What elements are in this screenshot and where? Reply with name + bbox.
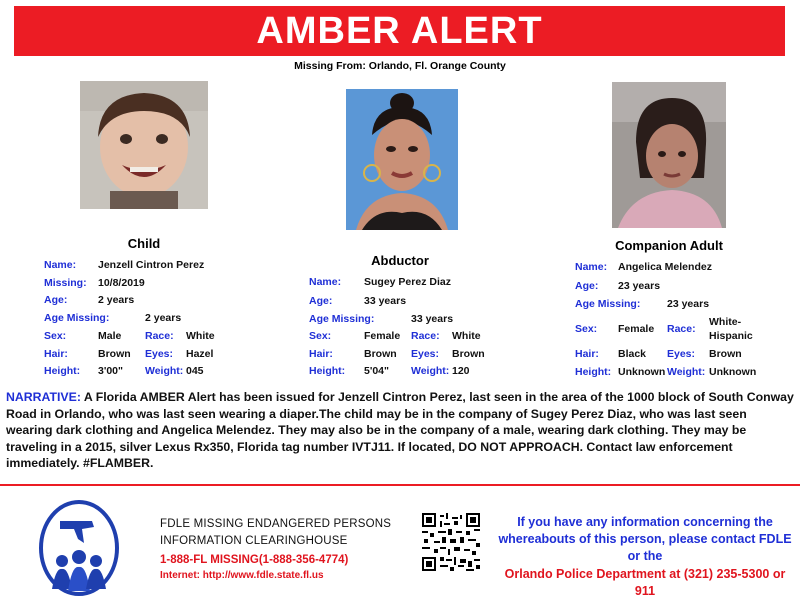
abductor-age: 33 years xyxy=(364,295,407,307)
companion-race-label: Race: xyxy=(667,323,696,335)
companion-hair-label: Hair: xyxy=(575,348,599,360)
footer-divider xyxy=(0,484,800,486)
companion-name: Angelica Melendez xyxy=(618,261,712,273)
abductor-height-label: Height: xyxy=(309,365,346,377)
child-weight: 045 xyxy=(186,365,204,377)
qr-code[interactable] xyxy=(422,513,480,571)
companion-race-line2: Hispanic xyxy=(709,330,753,342)
child-missing-date: 10/8/2019 xyxy=(98,277,145,289)
companion-name-label: Name: xyxy=(575,261,608,273)
companion-age-missing: 23 years xyxy=(667,298,710,310)
companion-weight-label: Weight: xyxy=(667,366,706,378)
abductor-race: White xyxy=(452,330,481,342)
abductor-photo xyxy=(346,89,458,230)
abductor-role-label: Abductor xyxy=(371,253,429,268)
child-name-label: Name: xyxy=(44,259,77,271)
companion-eyes-label: Eyes: xyxy=(667,348,696,360)
abductor-age-missing: 33 years xyxy=(411,313,454,325)
contact-line4: Orlando Police Department at (321) 235-5300 or xyxy=(504,566,786,581)
amber-alert-banner: AMBER ALERT xyxy=(14,6,785,56)
contact-line2: whereabouts of this person, please contact FDLE xyxy=(498,532,792,547)
child-height: 3'00" xyxy=(98,365,123,377)
narrative-text: A Florida AMBER Alert has been issued for Jenzell Cintron Perez, last seen in the area of the 1000 block of South Conway Road in Orlando, who was last seen wearing a diaper.The child may be in the company of Sugey Perez Diaz, who was last seen wearing dark clothing and Angelica Melendez. They may also be in the company of a male, wearing dark clothing. They may be traveling in a 2015, silver Lexus Rx350, Florida tag number IVTJ11. If located, DO NOT APPROACH. Contact law enforcement immediately. #FLAMBER. xyxy=(6,390,794,470)
abductor-hair-label: Hair: xyxy=(309,348,333,360)
companion-sex: Female xyxy=(618,323,655,335)
child-eyes: Hazel xyxy=(186,348,214,360)
companion-role-label: Companion Adult xyxy=(615,238,723,253)
abductor-sex: Female xyxy=(364,330,401,342)
child-hair-label: Hair: xyxy=(44,348,68,360)
child-age-missing: 2 years xyxy=(145,312,182,324)
child-age-missing-label: Age Missing: xyxy=(44,312,110,324)
contact-info xyxy=(495,514,795,600)
companion-weight: Unknown xyxy=(709,366,757,378)
narrative-label: NARRATIVE: xyxy=(6,390,81,404)
abductor-weight-label: Weight: xyxy=(411,365,450,377)
child-name: Jenzell Cintron Perez xyxy=(98,259,205,271)
companion-eyes: Brown xyxy=(709,348,742,360)
abductor-hair: Brown xyxy=(364,348,397,360)
narrative-paragraph xyxy=(6,389,796,472)
abductor-weight: 120 xyxy=(452,365,470,377)
contact-line3: or the xyxy=(627,549,663,564)
companion-height-label: Height: xyxy=(575,366,612,378)
child-race: White xyxy=(186,330,215,342)
companion-age-missing-label: Age Missing: xyxy=(575,298,641,310)
child-sex: Male xyxy=(98,330,122,342)
fdle-org-line2: INFORMATION CLEARINGHOUSE xyxy=(160,535,348,547)
fdle-website-link[interactable]: Internet: http://www.fdle.state.fl.us xyxy=(160,570,324,581)
abductor-name-label: Name: xyxy=(309,276,342,288)
abductor-race-label: Race: xyxy=(411,330,440,342)
abductor-name: Sugey Perez Diaz xyxy=(364,276,451,288)
child-sex-label: Sex: xyxy=(44,330,67,342)
child-photo xyxy=(80,81,208,209)
abductor-age-label: Age: xyxy=(309,295,333,307)
child-hair: Brown xyxy=(98,348,131,360)
contact-line5: 911 xyxy=(634,583,656,598)
child-weight-label: Weight: xyxy=(145,365,184,377)
companion-age-label: Age: xyxy=(575,280,599,292)
child-missing-label: Missing: xyxy=(44,277,87,289)
contact-line1: If you have any information concerning the xyxy=(517,515,773,529)
companion-sex-label: Sex: xyxy=(575,323,598,335)
abductor-age-missing-label: Age Missing: xyxy=(309,313,375,325)
companion-race-line1: White- xyxy=(709,316,742,328)
companion-age: 23 years xyxy=(618,280,661,292)
child-age: 2 years xyxy=(98,294,135,306)
companion-photo xyxy=(612,82,726,228)
companion-height: Unknown xyxy=(618,366,666,378)
fdle-phone: 1-888-FL MISSING(1-888-356-4774) xyxy=(160,554,349,566)
abductor-height: 5'04" xyxy=(364,365,389,377)
child-race-label: Race: xyxy=(145,330,174,342)
abductor-sex-label: Sex: xyxy=(309,330,332,342)
fdle-clearinghouse-logo xyxy=(38,499,120,597)
abductor-eyes-label: Eyes: xyxy=(411,348,440,360)
companion-hair: Black xyxy=(618,348,647,360)
child-age-label: Age: xyxy=(44,294,68,306)
child-eyes-label: Eyes: xyxy=(145,348,174,360)
child-height-label: Height: xyxy=(44,365,81,377)
abductor-eyes: Brown xyxy=(452,348,485,360)
fdle-org-line1: FDLE MISSING ENDANGERED PERSONS xyxy=(160,518,392,530)
child-role-label: Child xyxy=(127,236,161,251)
missing-from-location: Missing From: Orlando, Fl. Orange County xyxy=(294,60,506,72)
